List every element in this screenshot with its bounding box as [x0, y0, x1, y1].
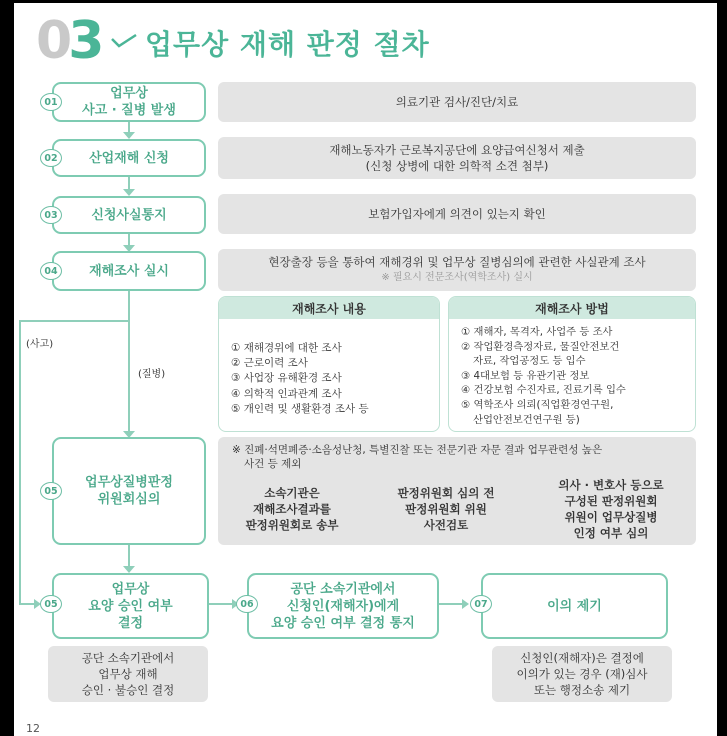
- step-label: 사고 · 질병 발생: [82, 103, 176, 118]
- step-label: 재해조사 실시: [89, 263, 169, 279]
- list-item: ② 근로이력 조사: [231, 357, 308, 370]
- step-disease-committee-review: [52, 437, 206, 545]
- step-number-badge: 06: [236, 595, 258, 613]
- step-accident-occurrence: [52, 82, 206, 122]
- column-line: 인정 여부 심의: [573, 526, 649, 540]
- step-description: [218, 249, 696, 291]
- committee-note: [218, 437, 696, 471]
- step-label: 공단 소속기관에서: [290, 581, 396, 597]
- committee-columns: [218, 477, 696, 541]
- description-line: 또는 행정소송 제기: [533, 683, 631, 697]
- step-label: 요양 승인 여부: [88, 598, 173, 614]
- column-line: 재해조사결과를: [253, 502, 331, 516]
- step-description: [218, 137, 696, 179]
- step-industrial-accident-application: [52, 139, 206, 177]
- step-objection: [481, 573, 668, 639]
- step-label: 위원회심의: [97, 492, 161, 507]
- description-line: 재해노동자가 근로복지공단에 요양급여신청서 제출: [329, 143, 585, 157]
- investigation-method-box: [448, 296, 696, 432]
- note-line: ※ 진폐·석면폐증·소음성난청, 특별진찰 또는 전문기관 자문 결과 업무관련성 높은: [232, 444, 603, 456]
- step-label: 신청인(재해자)에게: [286, 598, 400, 614]
- page-title: 업무상 재해 판정 절차: [145, 28, 430, 61]
- page-number: 12: [26, 722, 40, 735]
- column-line: 사전검토: [423, 518, 469, 532]
- description-line: 현장출장 등을 통하여 재해경위 및 업무상 질병심의에 관련한 사실관계 조사: [268, 255, 646, 269]
- step-number-badge: 02: [40, 149, 62, 167]
- committee-column-3: [526, 477, 696, 541]
- step-application-notice: [52, 196, 206, 234]
- accident-branch-label: (사고): [26, 339, 54, 350]
- committee-column-1: [218, 477, 366, 541]
- step-label: 신청사실통지: [91, 207, 167, 223]
- step-number-badge: 04: [40, 262, 62, 280]
- step-number-badge: 05: [40, 595, 62, 613]
- step-label: 업무상: [110, 86, 148, 101]
- column-line: 구성된 판정위원회: [564, 494, 658, 508]
- disease-branch-label: (질병): [138, 369, 166, 380]
- step-label: 요양 승인 여부 결정 통지: [271, 615, 415, 631]
- step-description: 의료기관 검사/진단/치료: [218, 82, 696, 122]
- description-line: 신청인(재해자)은 결정에: [520, 651, 644, 665]
- column-line: 의사 · 변호사 등으로: [558, 478, 664, 492]
- committee-column-2: [366, 477, 526, 541]
- step-approval-decision: [52, 573, 209, 639]
- step-label: 업무상질병판정: [85, 475, 173, 490]
- column-line: 소속기관은: [264, 486, 320, 500]
- column-line: 판정위원회 심의 전: [397, 486, 495, 500]
- column-line: 위원이 업무상질병: [564, 510, 658, 524]
- step-label: 이의 제기: [547, 598, 602, 614]
- investigation-content-box: [218, 296, 440, 432]
- step-label: 결정: [117, 615, 144, 631]
- description-line: (신청 상병에 대한 의학적 소견 첨부): [365, 159, 549, 173]
- list-item: ④ 의학적 인과관계 조사: [231, 387, 342, 400]
- description-line: 이의가 있는 경우 (재)심사: [516, 667, 648, 681]
- list-item: ② 작업환경측정자료, 물질안전보건: [461, 340, 620, 353]
- column-line: 판정위원회로 송부: [245, 518, 339, 532]
- investigation-content-list: [219, 319, 439, 417]
- investigation-method-title: 재해조사 방법: [449, 297, 695, 319]
- step-decision-notification: [247, 573, 439, 639]
- description-line: 공단 소속기관에서: [81, 651, 175, 665]
- list-item: ⑤ 개인력 및 생활환경 조사 등: [231, 402, 369, 415]
- list-item: ③ 4대보험 등 유관기관 정보: [461, 369, 590, 382]
- step-label: 산업재해 신청: [89, 150, 169, 166]
- investigation-method-list: [449, 319, 695, 427]
- step-label: 업무상: [111, 581, 150, 597]
- step-number-badge: 01: [40, 93, 62, 111]
- list-item: ① 재해경위에 대한 조사: [231, 342, 342, 354]
- list-item: 자료, 작업공정도 등 입수: [473, 355, 586, 368]
- list-item: ① 재해자, 목격자, 사업주 등 조사: [461, 326, 613, 338]
- step-number-badge: 03: [40, 206, 62, 224]
- step-accident-investigation: [52, 251, 206, 291]
- list-item: ③ 사업장 유해환경 조사: [231, 372, 342, 385]
- step-number-badge: 07: [470, 595, 492, 613]
- step-number-badge: 05: [40, 482, 62, 500]
- description-line: 업무상 재해: [98, 667, 158, 681]
- list-item: ④ 건강보험 수진자료, 진료기록 입수: [461, 384, 626, 397]
- column-line: 판정위원회 위원: [405, 502, 487, 516]
- approval-decision-description: [48, 646, 208, 702]
- list-item: ⑤ 역학조사 의뢰(직업환경연구원,: [461, 398, 614, 411]
- description-line: 승인 · 불승인 결정: [81, 683, 175, 697]
- description-note: ※ 필요시 전문조사(역학조사) 실시: [381, 272, 533, 283]
- list-item: 산업안전보건연구원 등): [473, 413, 580, 426]
- page: [14, 3, 717, 736]
- step-description: 보험가입자에게 의견이 있는지 확인: [218, 194, 696, 234]
- investigation-content-title: 재해조사 내용: [219, 297, 439, 319]
- objection-description: [492, 646, 672, 702]
- note-line: 사건 등 제외: [244, 458, 302, 470]
- committee-detail-box: [218, 437, 696, 545]
- section-number: 03: [36, 11, 101, 71]
